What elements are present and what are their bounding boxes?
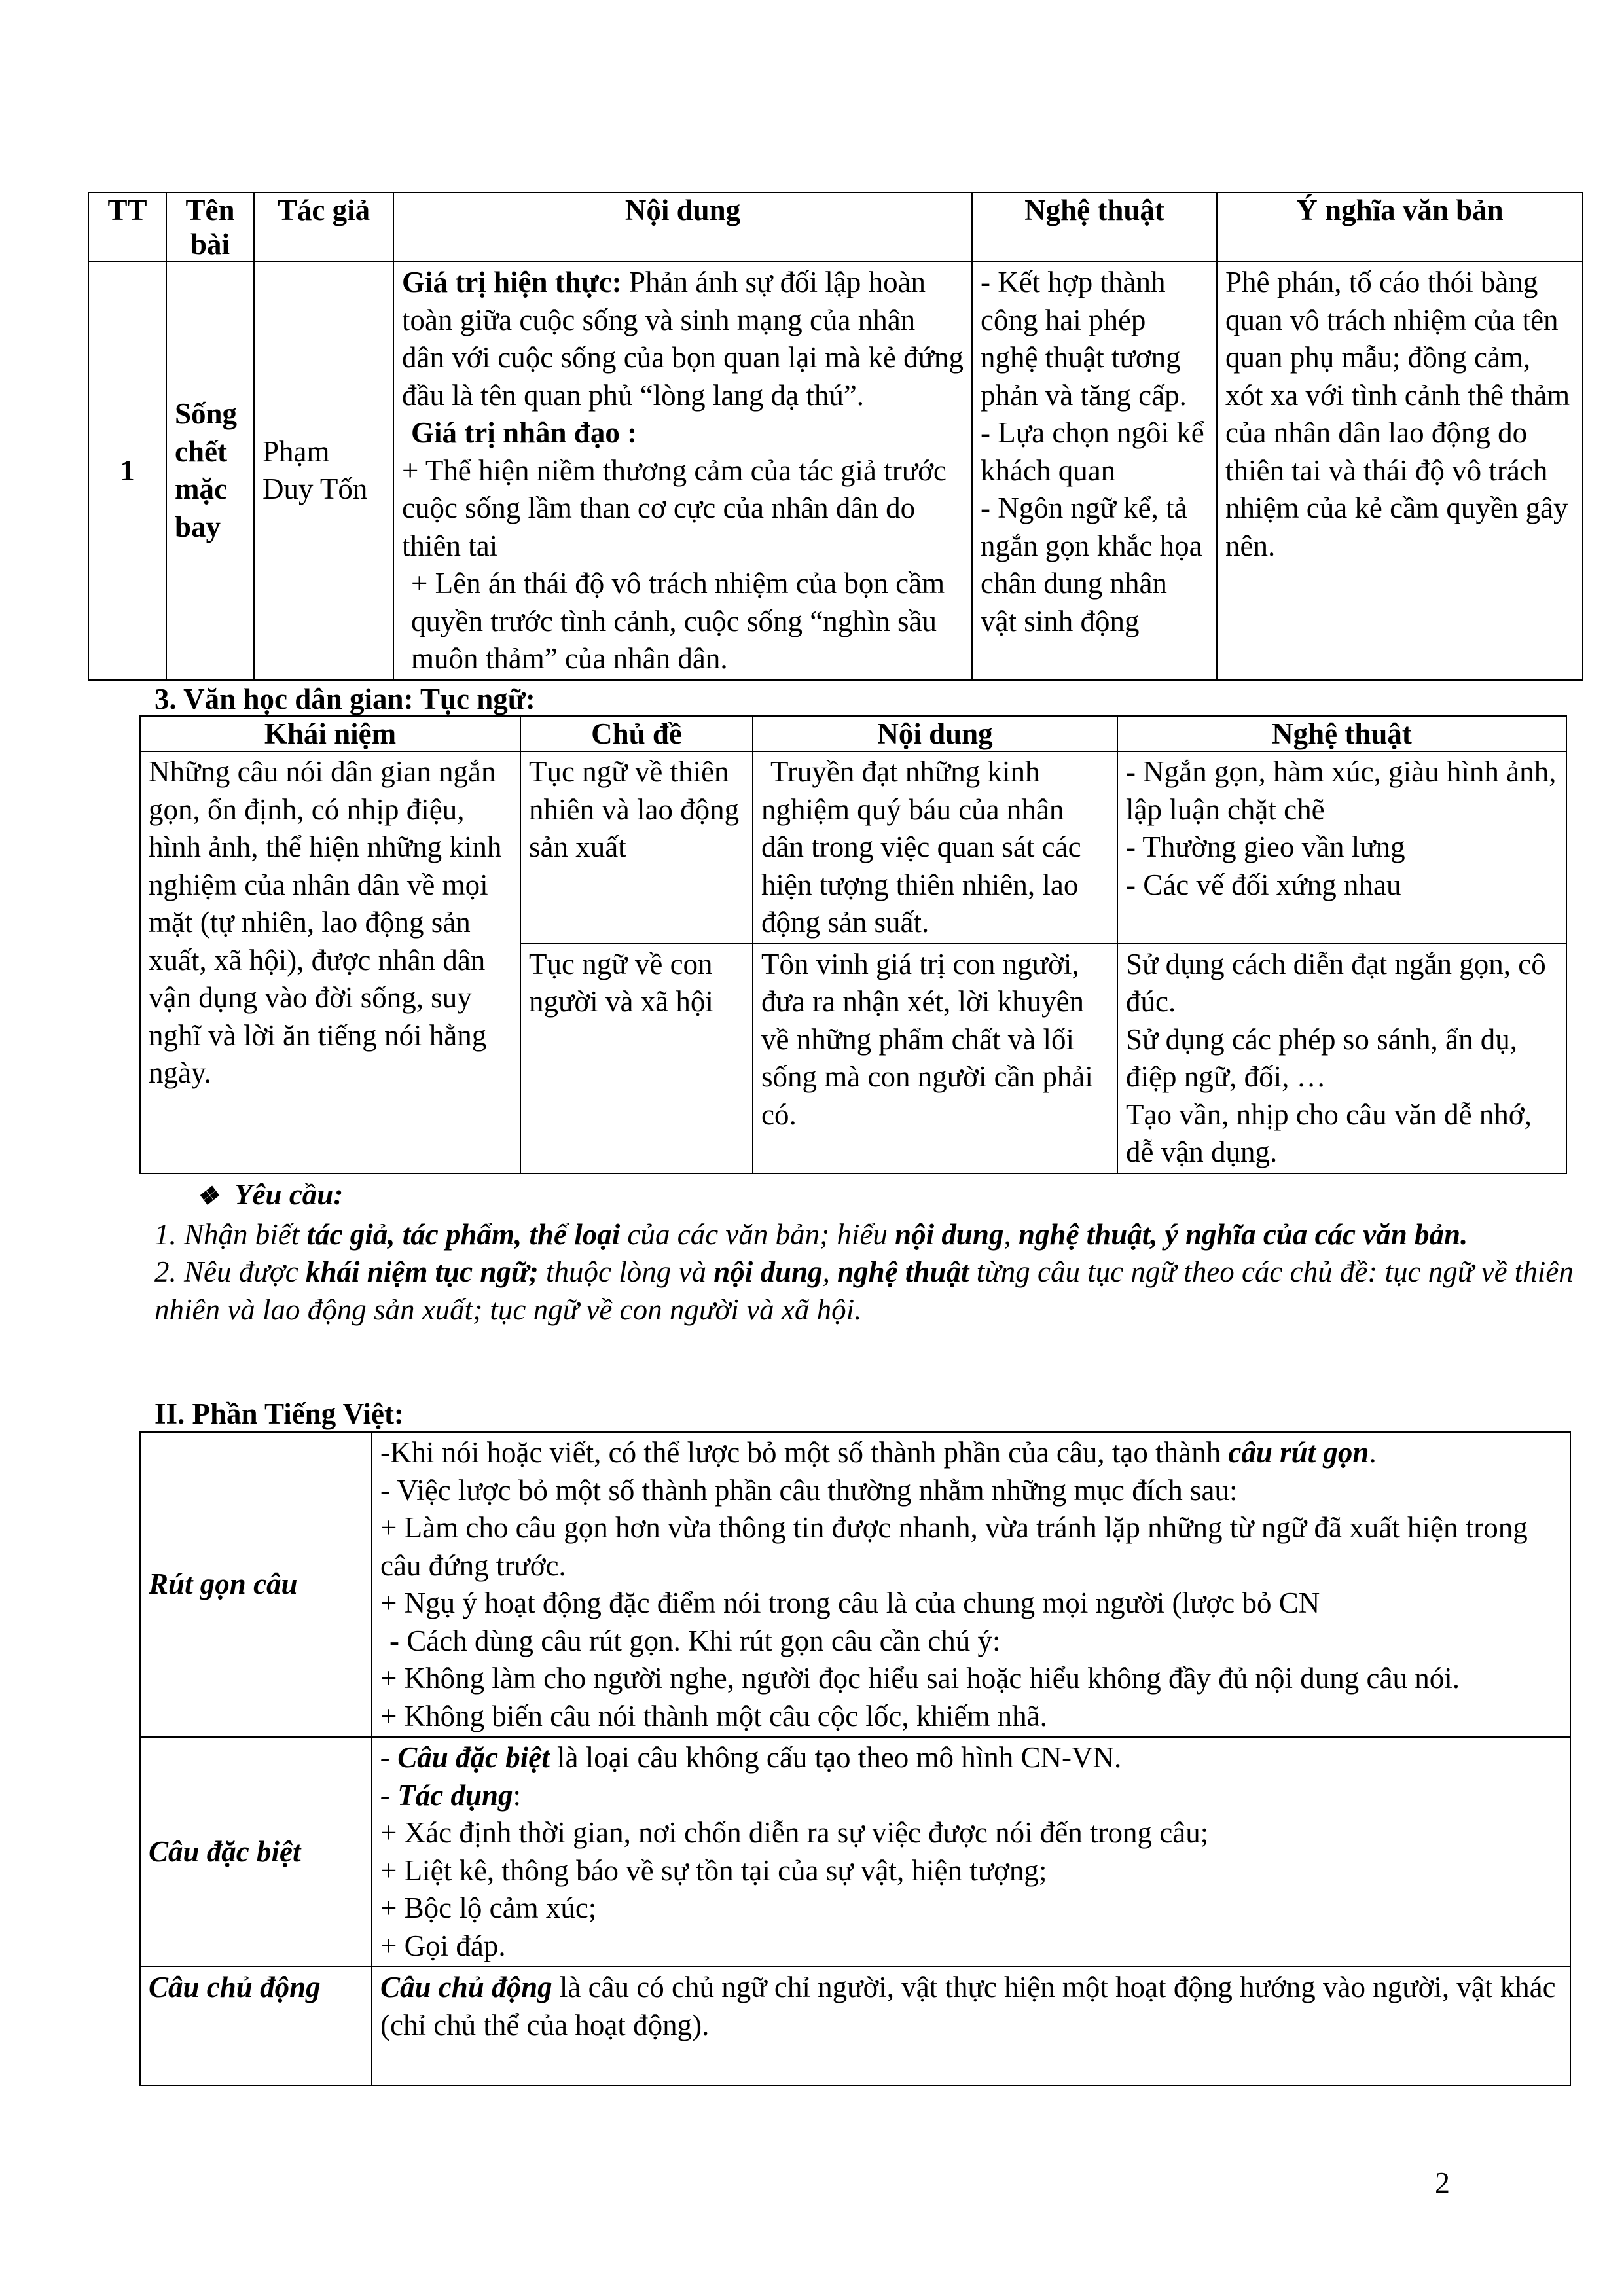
grammar-line: + Không biến câu nói thành một câu cộc lốc, khiếm nhã. — [380, 1699, 1047, 1732]
req-emph: nghệ thuật — [837, 1255, 969, 1288]
grammar-label: Rút gọn câu — [140, 1432, 372, 1737]
header-title: Tên bài — [166, 192, 254, 262]
realism-label: Giá trị hiện thực: — [402, 266, 622, 298]
table-row — [140, 1737, 1570, 1967]
req-text: thuộc lòng và — [538, 1255, 714, 1288]
proverbs-table-header — [140, 716, 1566, 751]
header-content: Nội dung — [393, 192, 972, 262]
proverb-art — [1117, 944, 1566, 1174]
work-author: Phạm Duy Tốn — [254, 262, 393, 680]
works-table-header — [88, 192, 1583, 262]
grammar-text: là câu có chủ ngữ chỉ người, vật thực hiện một hoạt động hướng vào người, vật khác (chỉ chủ thể của hoạt động). — [380, 1971, 1556, 2041]
grammar-term: - Tác dụng — [380, 1778, 513, 1812]
grammar-text: Cách dùng câu rút gọn. Khi rút gọn câu cần chú ý: — [399, 1624, 1001, 1657]
proverb-concept: Những câu nói dân gian ngắn gọn, ổn định, có nhịp điệu, hình ảnh, thể hiện những kinh nghiệm của nhân dân về mọi mặt (tự nhiên, lao động sản xuất, xã hội), được nhân dân vận dụng vào đời sống, suy nghĩ và lời ăn tiếng nói hằng ngày. — [140, 751, 520, 1174]
grammar-line: - Việc lược bỏ một số thành phần câu thường nhằm những mục đích sau: — [380, 1473, 1238, 1507]
grammar-line: + Gọi đáp. — [380, 1929, 506, 1962]
grammar-line: + Ngụ ý hoạt động đặc điểm nói trong câu là của chung mọi người (lược bỏ CN — [380, 1587, 1320, 1619]
grammar-text: : — [513, 1778, 522, 1812]
req-text: của các văn bản; hiểu — [620, 1217, 895, 1251]
grammar-line — [380, 1623, 1562, 1660]
humanity-point: + Lên án thái độ vô trách nhiệm của bọn cầm quyền trước tình cảnh, cuộc sống “nghìn sầu muôn thảm” của nhân dân. — [411, 567, 945, 675]
grammar-text: . — [1369, 1436, 1377, 1469]
section-title: II. Phần Tiếng Việt: — [154, 1397, 404, 1430]
req-emph: nội dung — [895, 1217, 1004, 1251]
grammar-line: + Xác định thời gian, nơi chốn diễn ra sự việc được nói đến trong câu; — [380, 1816, 1209, 1849]
grammar-line: + Bộc lộ cảm xúc; — [380, 1892, 597, 1924]
proverb-topic: Tục ngữ về con người và xã hội — [520, 944, 753, 1174]
req-emph: khái niệm tục ngữ; — [306, 1255, 539, 1288]
header-tt: TT — [88, 192, 166, 262]
humanity-point: + Thể hiện niềm thương cảm của tác giả trước cuộc sống lầm than cơ cực của nhân dân do thiên tai — [402, 454, 947, 562]
header-meaning: Ý nghĩa văn bản — [1217, 192, 1583, 262]
requirement-item-2 — [154, 1253, 1595, 1329]
art-point: - Ngắn gọn, hàm xúc, giàu hình ảnh, lập luận chặt chẽ — [1126, 755, 1557, 826]
req-text: 2. Nêu được — [154, 1255, 306, 1288]
grammar-text: -Khi nói hoặc viết, có thể lược bỏ một số thành phần của câu, tạo thành — [380, 1436, 1229, 1469]
grammar-line — [380, 1777, 1562, 1815]
proverb-art — [1117, 751, 1566, 944]
art-point: Tạo vần, nhịp cho câu văn dễ nhớ, dễ vận dụng. — [1126, 1098, 1532, 1168]
req-text: 1. Nhận biết — [154, 1217, 307, 1251]
grammar-term: Câu chủ động — [380, 1971, 552, 2003]
page-number: 2 — [1435, 2166, 1450, 2199]
requirement-item-1 — [154, 1216, 1595, 1254]
req-emph: nội dung — [713, 1255, 823, 1288]
table-row — [88, 262, 1583, 680]
grammar-table — [139, 1431, 1571, 2086]
proverb-content — [753, 751, 1117, 944]
art-point: - Ngôn ngữ kể, tả ngắn gọn khắc họa chân dung nhân vật sinh động — [981, 492, 1202, 637]
art-point: - Kết hợp thành công hai phép nghệ thuật tương phản và tăng cấp. — [981, 266, 1187, 412]
art-point: - Lựa chọn ngôi kể khách quan — [981, 416, 1204, 487]
header-art: Nghệ thuật — [1117, 716, 1566, 751]
grammar-line: + Không làm cho người nghe, người đọc hiểu sai hoặc hiểu không đầy đủ nội dung câu nói. — [380, 1662, 1460, 1695]
proverb-content: Tôn vinh giá trị con người, đưa ra nhận xét, lời khuyên về những phẩm chất và lối sống mà con người cần phải có. — [753, 944, 1117, 1174]
row-number: 1 — [88, 262, 166, 680]
works-table — [88, 192, 1583, 681]
header-concept: Khái niệm — [140, 716, 520, 751]
grammar-line: + Liệt kê, thông báo về sự tồn tại của sự vật, hiện tượng; — [380, 1854, 1047, 1887]
art-point: Sử dụng các phép so sánh, ẩn dụ, điệp ngữ, đối, … — [1126, 1022, 1518, 1093]
grammar-label: Câu chủ động — [140, 1967, 372, 2085]
grammar-body — [372, 1737, 1570, 1967]
table-row — [140, 1432, 1570, 1737]
header-content: Nội dung — [753, 716, 1117, 751]
req-text: , — [1003, 1217, 1019, 1251]
grammar-term: - Câu đặc biệt — [380, 1741, 550, 1774]
work-title: Sống chết mặc bay — [166, 262, 254, 680]
realism-text: Phản ánh sự đối lập hoàn toàn giữa cuộc sống và sinh mạng của nhân dân với cuộc sống của bọn quan lại mà kẻ đứng đầu là tên quan phủ “lòng lang dạ thú”. — [402, 266, 964, 412]
diamond-bullet-icon: ❖ — [196, 1183, 219, 1210]
requirements-title: Yêu cầu: — [234, 1178, 344, 1211]
proverb-content-text: Truyền đạt những kinh nghiệm quý báu của nhân dân trong việc quan sát các hiện tượng thiên nhiên, lao động sản suất. — [761, 755, 1081, 939]
header-author: Tác giả — [254, 192, 393, 262]
work-content — [393, 262, 972, 680]
section-title: 3. Văn học dân gian: Tục ngữ: — [154, 683, 535, 715]
proverb-topic: Tục ngữ về thiên nhiên và lao động sản xuất — [520, 751, 753, 944]
art-point: - Thường gieo vần lưng — [1126, 831, 1405, 863]
grammar-line: + Làm cho câu gọn hơn vừa thông tin được nhanh, vừa tránh lặp những từ ngữ đã xuất hiện trong câu đứng trước. — [380, 1511, 1528, 1582]
art-point: Sử dụng cách diễn đạt ngắn gọn, cô đúc. — [1126, 947, 1546, 1018]
grammar-label: Câu đặc biệt — [140, 1737, 372, 1967]
grammar-body — [372, 1967, 1570, 2085]
grammar-line — [380, 1434, 1562, 1472]
art-point: - Các vế đối xứng nhau — [1126, 868, 1401, 901]
header-topic: Chủ đề — [520, 716, 753, 751]
proverbs-table — [139, 715, 1567, 1174]
work-meaning: Phê phán, tố cáo thói bàng quan vô trách nhiệm của tên quan phụ mẫu; đồng cảm, xót xa với tình cảnh thê thảm của nhân dân lao động do thiên tai và thái độ vô trách nhiệm của kẻ cầm quyền gây nên. — [1217, 262, 1583, 680]
work-art — [972, 262, 1217, 680]
grammar-body — [372, 1432, 1570, 1737]
header-art: Nghệ thuật — [972, 192, 1217, 262]
req-text: từng câu tục ngữ theo các chủ đề: tục ngữ về thiên nhiên và lao động sản xuất; tục ngữ về con người và xã hội. — [154, 1255, 1574, 1326]
requirements-title-line — [154, 1176, 1595, 1216]
requirements — [154, 1176, 1595, 1329]
table-row — [140, 1967, 1570, 2085]
req-emph: tác giả, tác phẩm, thể loại — [306, 1217, 621, 1251]
grammar-text: là loại câu không cấu tạo theo mô hình CN-VN. — [549, 1741, 1122, 1774]
grammar-term: câu rút gọn — [1228, 1436, 1369, 1469]
grammar-dash: - — [389, 1624, 399, 1657]
grammar-line — [380, 1739, 1562, 1777]
req-text: , — [822, 1255, 838, 1288]
req-emph: nghệ thuật, ý nghĩa của các văn bản. — [1018, 1217, 1468, 1251]
humanity-label: Giá trị nhân đạo : — [411, 416, 638, 449]
table-row — [140, 751, 1566, 944]
